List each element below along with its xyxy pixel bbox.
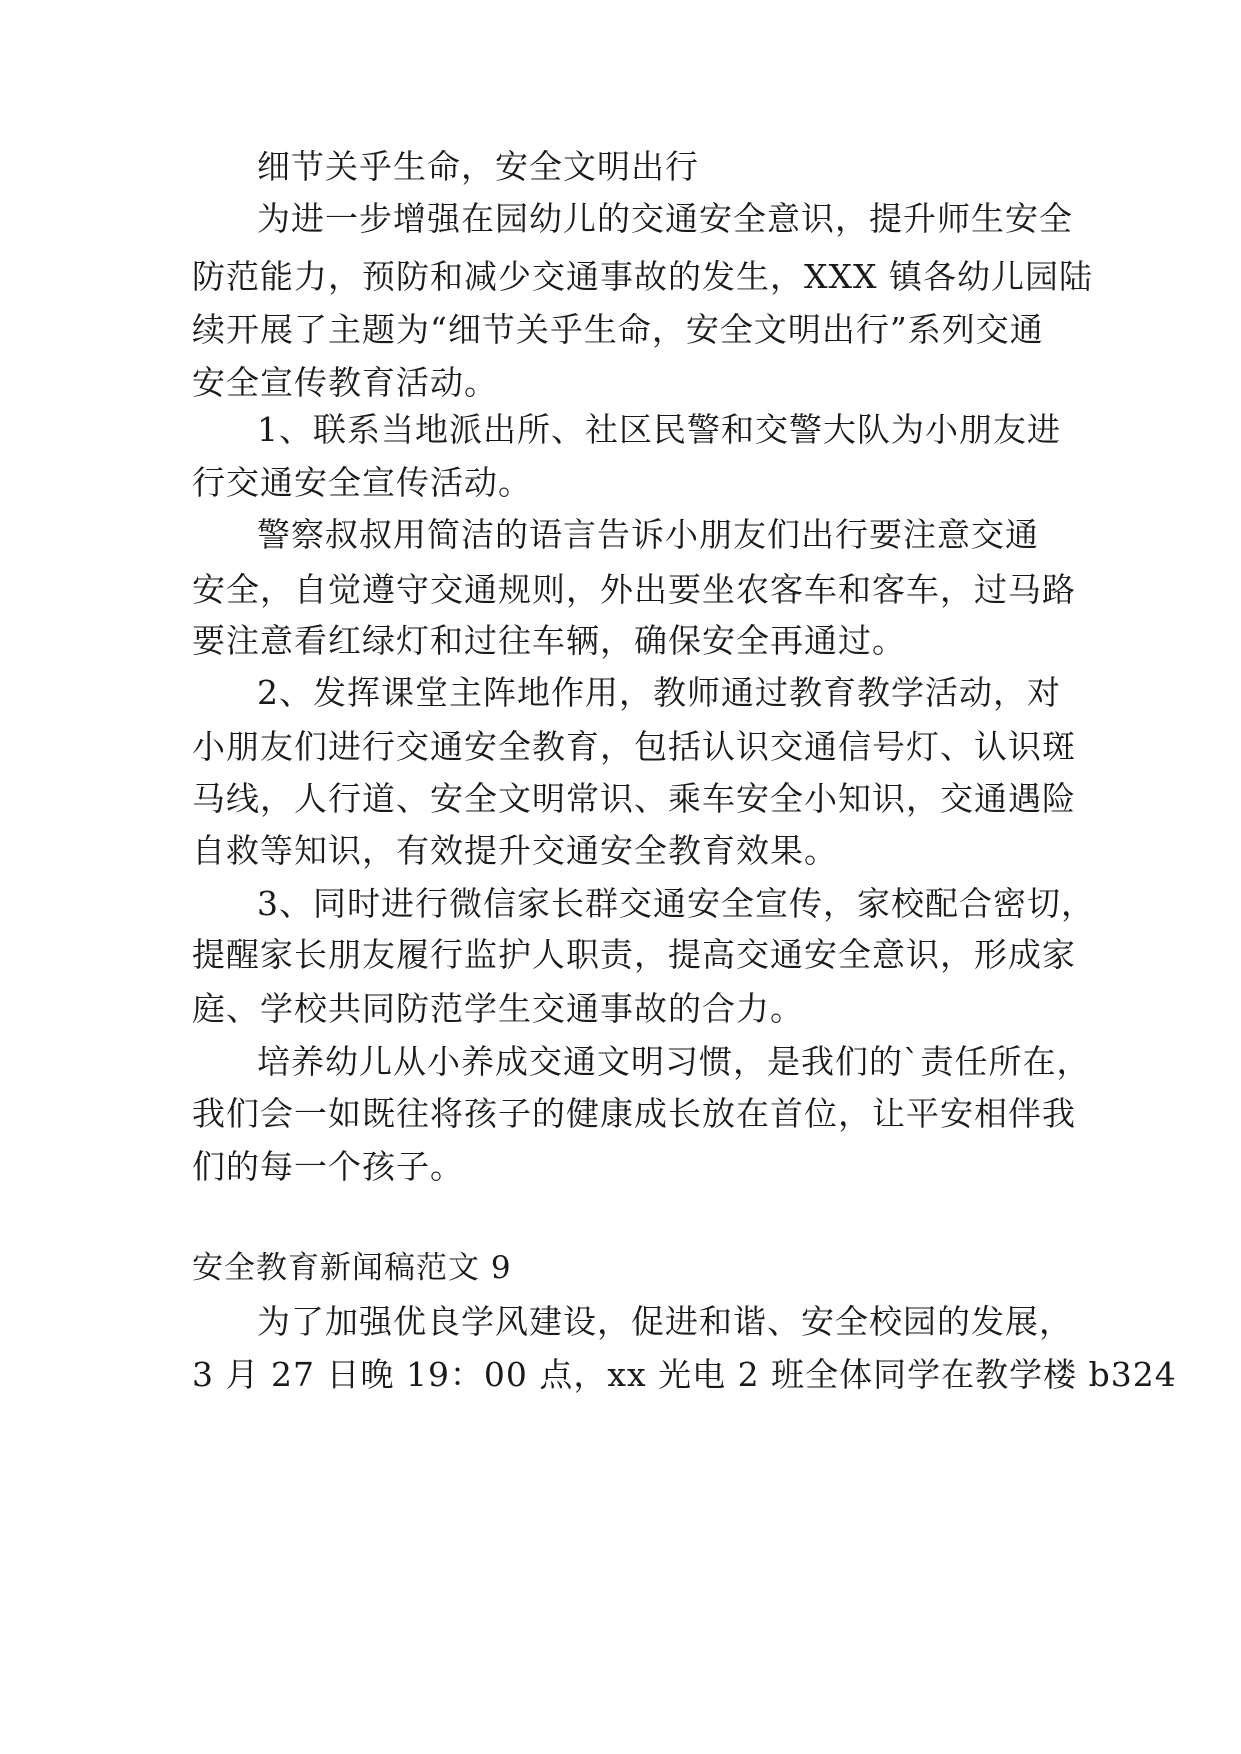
paragraph-line: 们的每一个孩子。: [192, 1147, 464, 1186]
paragraph-line: 马线，人行道、安全文明常识、乘车安全小知识，交通遇险: [192, 779, 1076, 818]
paragraph-line: 自救等知识，有效提升交通安全教育效果。: [192, 831, 838, 870]
paragraph-line: 要注意看红绿灯和过往车辆，确保安全再通过。: [192, 621, 906, 660]
paragraph-line: 2、发挥课堂主阵地作用，教师通过教育教学活动，对: [257, 673, 1061, 712]
paragraph-line: 3 月 27 日晚 19：00 点，xx 光电 2 班全体同学在教学楼 b324: [192, 1355, 1177, 1394]
paragraph-line: 警察叔叔用简洁的语言告诉小朋友们出行要注意交通: [257, 515, 1039, 554]
paragraph-line: 培养幼儿从小养成交通文明习惯，是我们的`责任所在，: [257, 1042, 1091, 1081]
section-heading: 安全教育新闻稿范文 9: [192, 1250, 512, 1286]
paragraph-line: 小朋友们进行交通安全教育，包括认识交通信号灯、认识斑: [192, 727, 1076, 766]
paragraph-line: 行交通安全宣传活动。: [192, 463, 532, 502]
paragraph-line: 3、同时进行微信家长群交通安全宣传，家校配合密切，: [257, 884, 1095, 923]
paragraph-line: 1、联系当地派出所、社区民警和交警大队为小朋友进: [257, 410, 1061, 449]
paragraph-line: 我们会一如既往将孩子的健康成长放在首位，让平安相伴我: [192, 1094, 1076, 1133]
paragraph-line: 安全，自觉遵守交通规则，外出要坐农客车和客车，过马路: [192, 570, 1076, 609]
paragraph-line: 安全宣传教育活动。: [192, 363, 498, 402]
paragraph-line: 续开展了主题为“细节关乎生命，安全文明出行”系列交通: [192, 310, 1044, 349]
paragraph-line: 为了加强优良学风建设，促进和谐、安全校园的发展，: [257, 1302, 1073, 1341]
paragraph-line: 提醒家长朋友履行监护人职责，提高交通安全意识，形成家: [192, 935, 1076, 974]
subtitle-line: 细节关乎生命，安全文明出行: [257, 147, 699, 186]
paragraph-line: 防范能力，预防和减少交通事故的发生，XXX 镇各幼儿园陆: [192, 257, 1093, 296]
paragraph-line: 庭、学校共同防范学生交通事故的合力。: [192, 989, 804, 1028]
paragraph-line: 为进一步增强在园幼儿的交通安全意识，提升师生安全: [257, 199, 1073, 238]
